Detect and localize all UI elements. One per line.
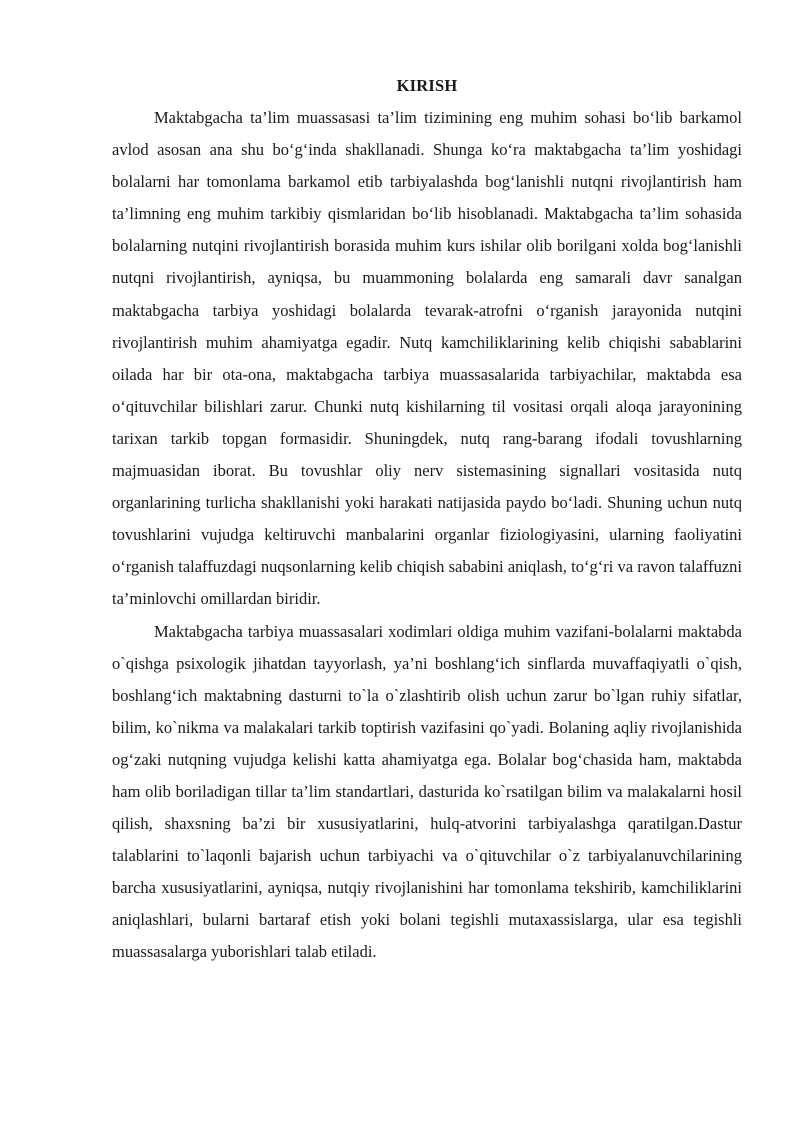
document-page xyxy=(112,74,742,969)
paragraph-preschool-tasks: Maktabgacha tarbiya muassasalari xodimlari oldiga muhim vazifani-bolalarni maktabda o`qishga psixologik jihatdan tayyorlash, ya’ni boshlang‘ich sinflarda muvaffaqiyatli o`qish, boshlang‘ich maktabning dasturni to`la o`zlashtirib olish uchun zarur bo`lgan ruhiy sifatlar, bilim, ko`nikma va malakalari tarkib toptirish vazifasini qo`yadi. Bolaning aqliy rivojlanishida og‘zaki nutqning vujudga kelishi katta ahamiyatga ega. Bolalar bog‘chasida ham, maktabda ham olib boriladigan tillar ta’lim standartlari, dasturida ko`rsatilgan bilim va malakalarni hosil qilish, shaxsning ba’zi bir xususiyatlarini, hulq-atvorini tarbiyalashga qaratilgan.Dastur talablarini to`laqonli bajarish uchun tarbiyachi va o`qituvchilar o`z tarbiyalanuvchilarining barcha xususiyatlarini, ayniqsa, nutqiy rivojlanishini har tomonlama tekshirib, kamchiliklarini aniqlashlari, bularni bartaraf etish yoki bolani tegishli mutaxassislarga, ular esa tegishli muassasalarga yuborishlari talab etiladi. xyxy=(112,621,742,962)
page-title: KIRISH xyxy=(396,76,458,95)
paragraph-intro: Maktabgacha ta’lim muassasasi ta’lim tizimining eng muhim sohasi bo‘lib barkamol avlod asosan ana shu bo‘g‘inda shakllanadi. Shunga ko‘ra maktabgacha ta’lim yoshidagi bolalarni har tomonlama barkamol etib tarbiyalashda bog‘lanishli nutqni rivojlantirish ham ta’limning eng muhim tarkibiy qismlaridan bo‘lib hisoblanadi. Maktabgacha ta’lim sohasida bolalarning nutqini rivojlantirish borasida muhim kurs ishilar olib borilgani xolda bog‘lanishli nutqni rivojlantirish, ayniqsa, bu muammoning bolalarda eng samarali davr sanalgan maktabgacha tarbiya yoshidagi bolalarda tevarak-atrofni o‘rganish jarayonida nutqini rivojlantirish muhim ahamiyatga egadir. Nutq kamchiliklarining kelib chiqishi sabablarini oilada har bir ota-ona, maktabgacha tarbiya muassasalarida tarbiyachilar, maktabda esa o‘qituvchilar bilishlari zarur. Chunki nutq kishilarning til vositasi orqali aloqa jarayonining tarixan tarkib topgan formasidir. Shuningdek, nutq rang-barang ifodali tovushlarning majmuasidan iborat. Bu tovushlar oliy nerv sistemasining signallari vositasida nutq organlarining turlicha shakllanishi yoki harakati natijasida paydo bo‘ladi. Shuning uchun nutq tovushlarini vujudga keltiruvchi manbalarini organlar fiziologiyasini, ularning faoliyatini o‘rganish talaffuzdagi nuqsonlarning kelib chiqish sababini aniqlash, to‘g‘ri va ravon talaffuzni ta’minlovchi omillardan biridir. xyxy=(112,108,742,609)
